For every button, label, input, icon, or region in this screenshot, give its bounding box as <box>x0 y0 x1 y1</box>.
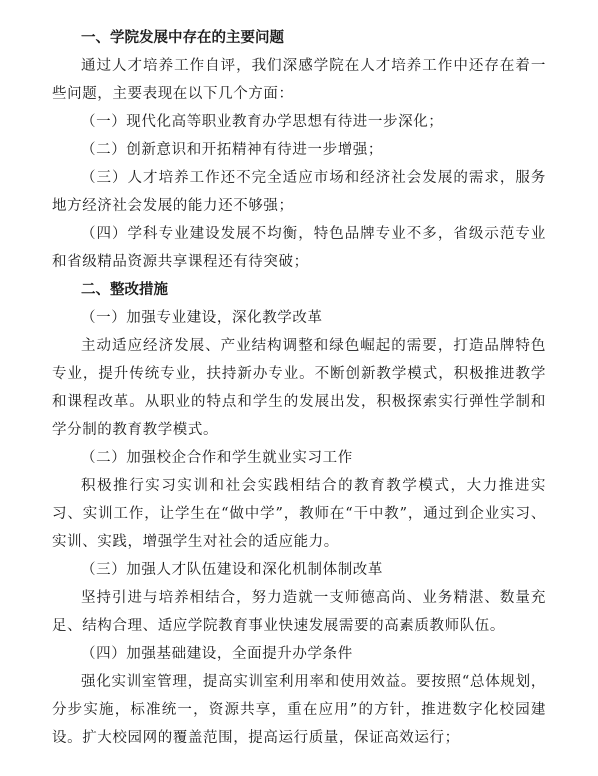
intro-paragraph: 通过人才培养工作自评，我们深感学院在人才培养工作中还存在着一些问题，主要表现在以下几个方面： <box>52 58 546 102</box>
measure-title-2: （二）加强校企合作和学生就业实习工作 <box>81 450 353 466</box>
measure-body-3: 坚持引进与培养相结合，努力造就一支师德高尚、业务精湛、数量充足、结构合理、适应学院教育事业快速发展需要的高素质教师队伍。 <box>52 590 546 634</box>
problem-item-3: （三）人才培养工作还不完全适应市场和经济社会发展的需求，服务地方经济社会发展的能力还不够强； <box>52 170 546 214</box>
measure-title-3: （三）加强人才队伍建设和深化机制体制改革 <box>81 562 383 578</box>
problem-item-1: （一）现代化高等职业教育办学思想有待进一步深化； <box>81 114 444 130</box>
measure-title-4: （四）加强基础建设，全面提升办学条件 <box>81 646 353 662</box>
measure-body-2: 积极推行实习实训和社会实践相结合的教育教学模式，大力推进实习、实训工作，让学生在“做中学”，教师在“干中教”，通过到企业实习、实训、实践，增强学生对社会的适应能力。 <box>52 478 546 550</box>
measure-body-1: 主动适应经济发展、产业结构调整和绿色崛起的需要，打造品牌特色专业，提升传统专业，扶持新办专业。不断创新教学模式，积极推进教学和课程改革。从职业的特点和学生的发展出发，积极探索实行弹性学制和学分制的教育教学模式。 <box>52 338 546 438</box>
section-heading-problems: 一、学院发展中存在的主要问题 <box>81 30 284 46</box>
measure-body-4: 强化实训室管理，提高实训室利用率和使用效益。要按照“总体规划，分步实施，标准统一，资源共享，重在应用”的方针，推进数字化校园建设。扩大校园网的覆盖范围，提高运行质量，保证高效运行； <box>52 674 546 746</box>
problem-item-2: （二）创新意识和开拓精神有待进一步增强； <box>81 142 383 158</box>
measure-title-1: （一）加强专业建设，深化教学改革 <box>81 310 323 326</box>
problem-item-4: （四）学科专业建设发展不均衡，特色品牌专业不多，省级示范专业和省级精品资源共享课程还有待突破； <box>52 226 546 270</box>
section-heading-measures: 二、整改措施 <box>81 282 168 298</box>
